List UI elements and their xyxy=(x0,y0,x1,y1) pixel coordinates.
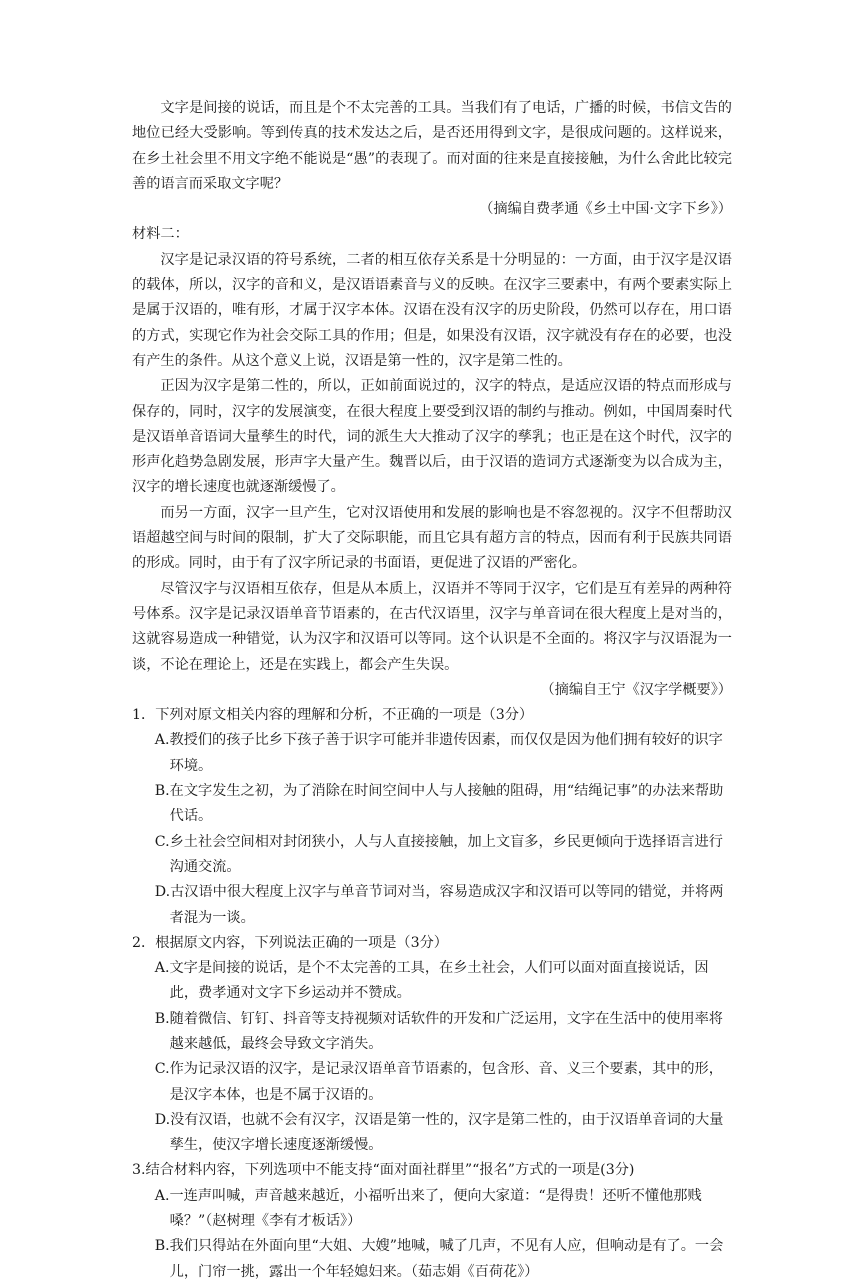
material2-paragraph-1: 汉字是记录汉语的符号系统，二者的相互依存关系是十分明显的：一方面，由于汉字是汉语的载体，所以，汉字的音和义，是汉语语素音与义的反映。在汉字三要素中，有两个要素实际上是属于汉语的，唯有形，才属于汉字本体。汉语在没有汉字的历史阶段，仍然可以存在，用口语的方式，实现它作为社会交际工具的作用；但是，如果没有汉语，汉字就没有存在的必要，也没有产生的条件。从这个意义上说，汉语是第一性的，汉字是第二性的。 xyxy=(132,251,732,369)
question-3 xyxy=(132,1158,732,1284)
question-2-option-c[interactable] xyxy=(132,1057,732,1108)
option-text: A.文字是间接的说话，是个不太完善的工具，在乡土社会，人们可以面对面直接说话，因此，费孝通对文字下乡运动并不赞成。 xyxy=(154,960,709,1002)
option-text: D.古汉语中很大程度上汉字与单音节词对当，容易造成汉字和汉语可以等同的错觉，并将两者混为一谈。 xyxy=(154,884,724,926)
option-text: D.没有汉语，也就不会有汉字，汉语是第一性的，汉字是第二性的，由于汉语单音词的大量孳生，使汉字增长速度逐渐缓慢。 xyxy=(154,1111,724,1154)
question-3-stem: 3.结合材料内容，下列选项中不能支持“面对面社群里”“报名”方式的一项是(3分) xyxy=(132,1162,635,1179)
question-1-option-d[interactable] xyxy=(132,880,732,931)
material2-paragraph-3: 而另一方面，汉字一旦产生，它对汉语使用和发展的影响也是不容忽视的。汉字不但帮助汉语超越空间与时间的限制，扩大了交际职能，而且它具有超方言的特点，因而有利于民族共同语的形成。同时，由于有了汉字所记录的书面语，更促进了汉语的严密化。 xyxy=(132,504,732,572)
question-1-stem: 1．下列对原文相关内容的理解和分析，不正确的一项是（3分） xyxy=(132,707,534,724)
question-1-option-c[interactable] xyxy=(132,830,732,881)
material2-paragraph-4: 尽管汉字与汉语相互依存，但是从本质上，汉语并不等同于汉字，它们是互有差异的两种符号体系。汉字是记录汉语单音节语素的，在古代汉语里，汉字与单音词在很大程度上是对当的，这就容易造成一种错觉，认为汉字和汉语可以等同。这个认识是不全面的。将汉字与汉语混为一谈，不论在理论上，还是在实践上，都会产生失误。 xyxy=(132,580,732,673)
option-text: C.乡土社会空间相对封闭狭小，人与人直接接触，加上文盲多，乡民更倾向于选择语言进行沟通交流。 xyxy=(154,833,723,875)
option-text: A.教授们的孩子比乡下孩子善于识字可能并非遗传因素，而仅仅是因为他们拥有较好的识字环境。 xyxy=(154,732,723,774)
question-1 xyxy=(132,703,732,931)
option-text: B.我们只得站在外面向里“大姐、大嫂”地喊，喊了几声，不见有人应，但响动是有了。一会儿，门帘一挑，露出一个年轻媳妇来。（茹志娟《百荷花》） xyxy=(154,1238,724,1280)
option-text: C.作为记录汉语的汉字，是记录汉语单音节语素的，包含形、音、义三个要素，其中的形，是汉字本体，也是不属于汉语的。 xyxy=(154,1061,723,1103)
question-2 xyxy=(132,931,732,1159)
material2-source: （摘编自王宁《汉字学概要》） xyxy=(540,681,732,698)
option-text: B.在文字发生之初，为了消除在时间空间中人与人接触的阻碍，用“结绳记事”的办法来帮助代话。 xyxy=(154,783,724,825)
option-text: B.随着微信、钉钉、抖音等支持视频对话软件的开发和广泛运用，文字在生活中的使用率将越来越低，最终会导致文字消失。 xyxy=(154,1010,723,1052)
question-2-option-d[interactable] xyxy=(132,1108,732,1159)
question-2-option-b[interactable] xyxy=(132,1007,732,1058)
question-3-option-b[interactable] xyxy=(132,1234,732,1285)
option-text: A.一连声叫喊，声音越来越近，小福听出来了，便向大家道：“是得贵！还听不懂他那贱嗓？”（赵树理《李有才板话》） xyxy=(154,1187,702,1230)
question-2-stem: 2．根据原文内容，下列说法正确的一项是（3分） xyxy=(132,934,448,951)
question-1-option-a[interactable] xyxy=(132,728,732,779)
document-page xyxy=(132,96,732,1285)
material1-source: （摘编自费孝通《乡土中国·文字下乡》） xyxy=(479,201,732,218)
question-3-option-a[interactable] xyxy=(132,1184,732,1235)
question-1-option-b[interactable] xyxy=(132,779,732,830)
material1-paragraph: 文字是间接的说话，而且是个不太完善的工具。当我们有了电话，广播的时候，书信文告的地位已经大受影响。等到传真的技术发达之后，是否还用得到文字，是很成问题的。这样说来，在乡土社会里不用文字绝不能说是“愚”的表现了。而对面的往来是直接接触，为什么舍此比较完善的语言而采取文字呢？ xyxy=(132,100,732,192)
material2-label: 材料二： xyxy=(132,226,189,243)
material2-paragraph-2: 正因为汉字是第二性的，所以，正如前面说过的，汉字的特点，是适应汉语的特点而形成与保存的，同时，汉字的发展演变，在很大程度上要受到汉语的制约与推动。例如，中国周秦时代是汉语单音语词大量孳生的时代，词的派生大大推动了汉字的孳乳；也正是在这个时代，汉字的形声化趋势急剧发展，形声字大量产生。魏晋以后，由于汉语的造词方式逐渐变为以合成为主，汉字的增长速度也就逐渐缓慢了。 xyxy=(132,378,732,496)
question-2-option-a[interactable] xyxy=(132,956,732,1007)
